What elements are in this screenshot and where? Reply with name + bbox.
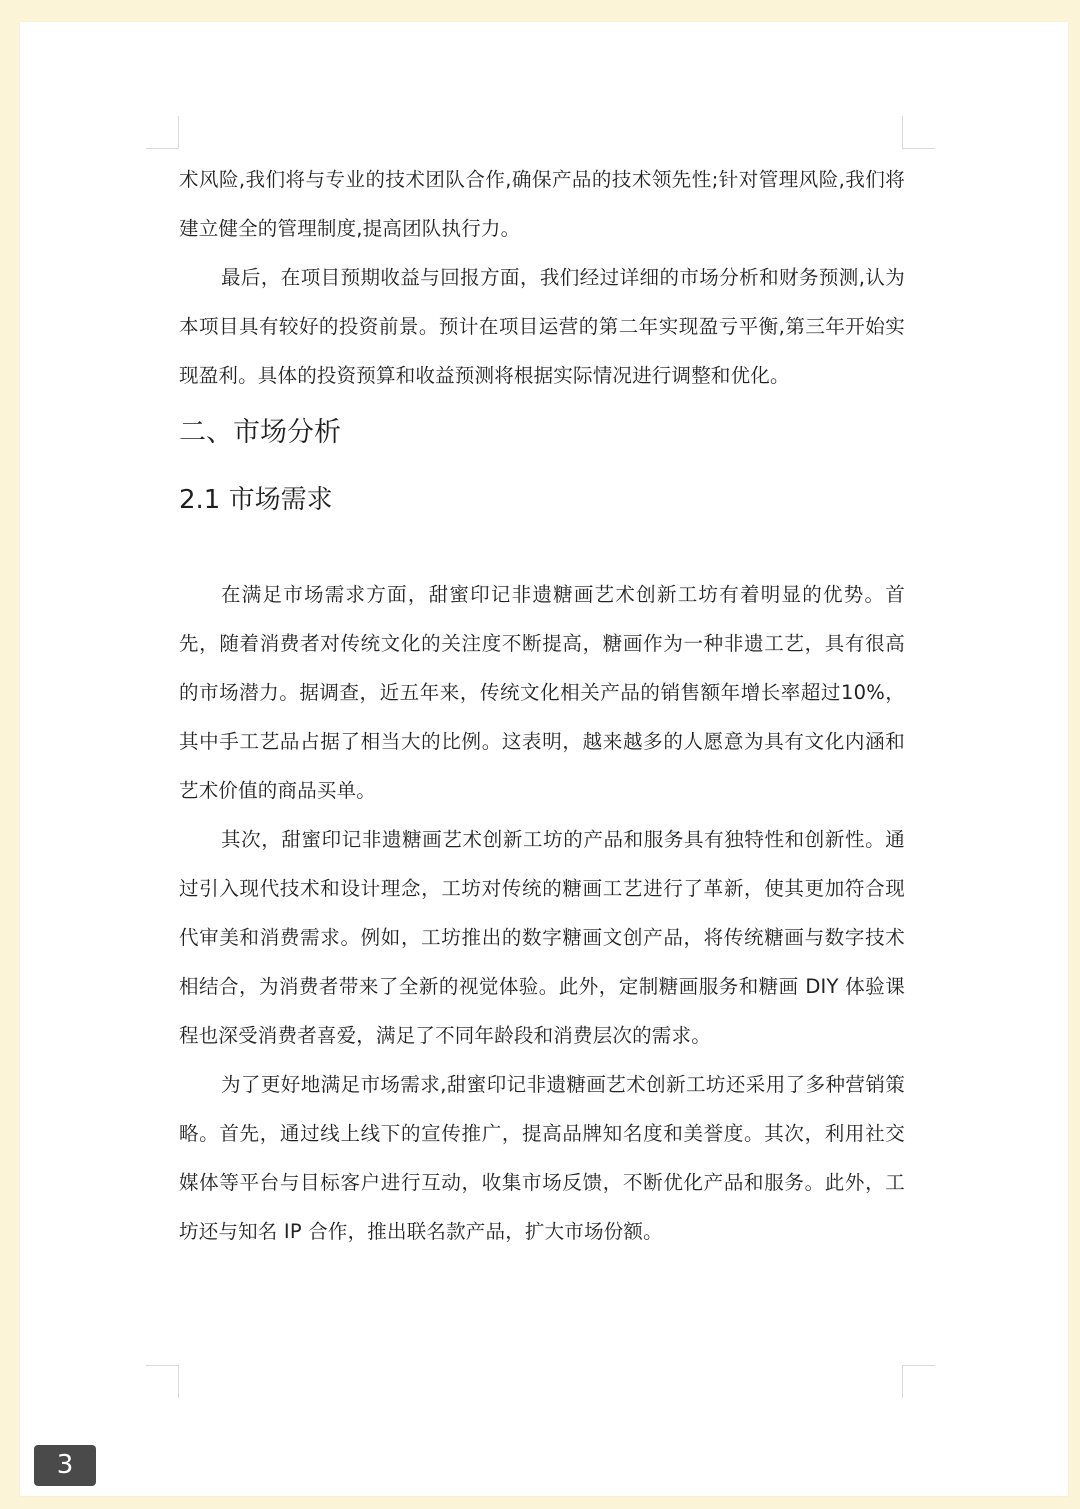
page-number-badge: 3 <box>34 1445 96 1486</box>
crop-mark-top-left <box>146 116 179 149</box>
crop-mark-bottom-left <box>146 1365 179 1398</box>
paragraph-market-advantage: 在满足市场需求方面，甜蜜印记非遗糖画艺术创新工坊有着明显的优势。首先，随着消费者对传统文化的关注度不断提高，糖画作为一种非遗工艺，具有很高的市场潜力。据调查，近五年来，传统文化相关产品的销售额年增长率超过10%，其中手工艺品占据了相当大的比例。这表明，越来越多的人愿意为具有文化内涵和艺术价值的商品买单。 <box>179 583 905 802</box>
subsection-heading-market-demand: 2.1 市场需求 <box>179 485 333 515</box>
paragraph-product-uniqueness: 其次，甜蜜印记非遗糖画艺术创新工坊的产品和服务具有独特性和创新性。通过引入现代技术和设计理念，工坊对传统的糖画工艺进行了革新，使其更加符合现代审美和消费需求。例如，工坊推出的数字糖画文创产品，将传统糖画与数字技术相结合，为消费者带来了全新的视觉体验。此外，定制糖画服务和糖画 DIY 体验课程也深受消费者喜爱，满足了不同年龄段和消费层次的需求。 <box>179 828 905 1047</box>
paragraph-expected-returns: 最后，在项目预期收益与回报方面，我们经过详细的市场分析和财务预测,认为本项目具有较好的投资前景。预计在项目运营的第二年实现盈亏平衡,第三年开始实现盈利。具体的投资预算和收益预测将根据实际情况进行调整和优化。 <box>179 266 905 387</box>
crop-mark-top-right <box>902 116 935 149</box>
paragraph-risk-continued: 术风险,我们将与专业的技术团队合作,确保产品的技术领先性;针对管理风险,我们将建立健全的管理制度,提高团队执行力。 <box>179 168 905 240</box>
paragraph-marketing-strategy: 为了更好地满足市场需求,甜蜜印记非遗糖画艺术创新工坊还采用了多种营销策略。首先，通过线上线下的宣传推广，提高品牌知名度和美誉度。其次，利用社交媒体等平台与目标客户进行互动，收集市场反馈，不断优化产品和服务。此外，工坊还与知名 IP 合作，推出联名款产品，扩大市场份额。 <box>179 1073 905 1243</box>
section-heading-market-analysis: 二、市场分析 <box>179 417 341 448</box>
document-body <box>179 155 905 1256</box>
crop-mark-bottom-right <box>902 1365 935 1398</box>
